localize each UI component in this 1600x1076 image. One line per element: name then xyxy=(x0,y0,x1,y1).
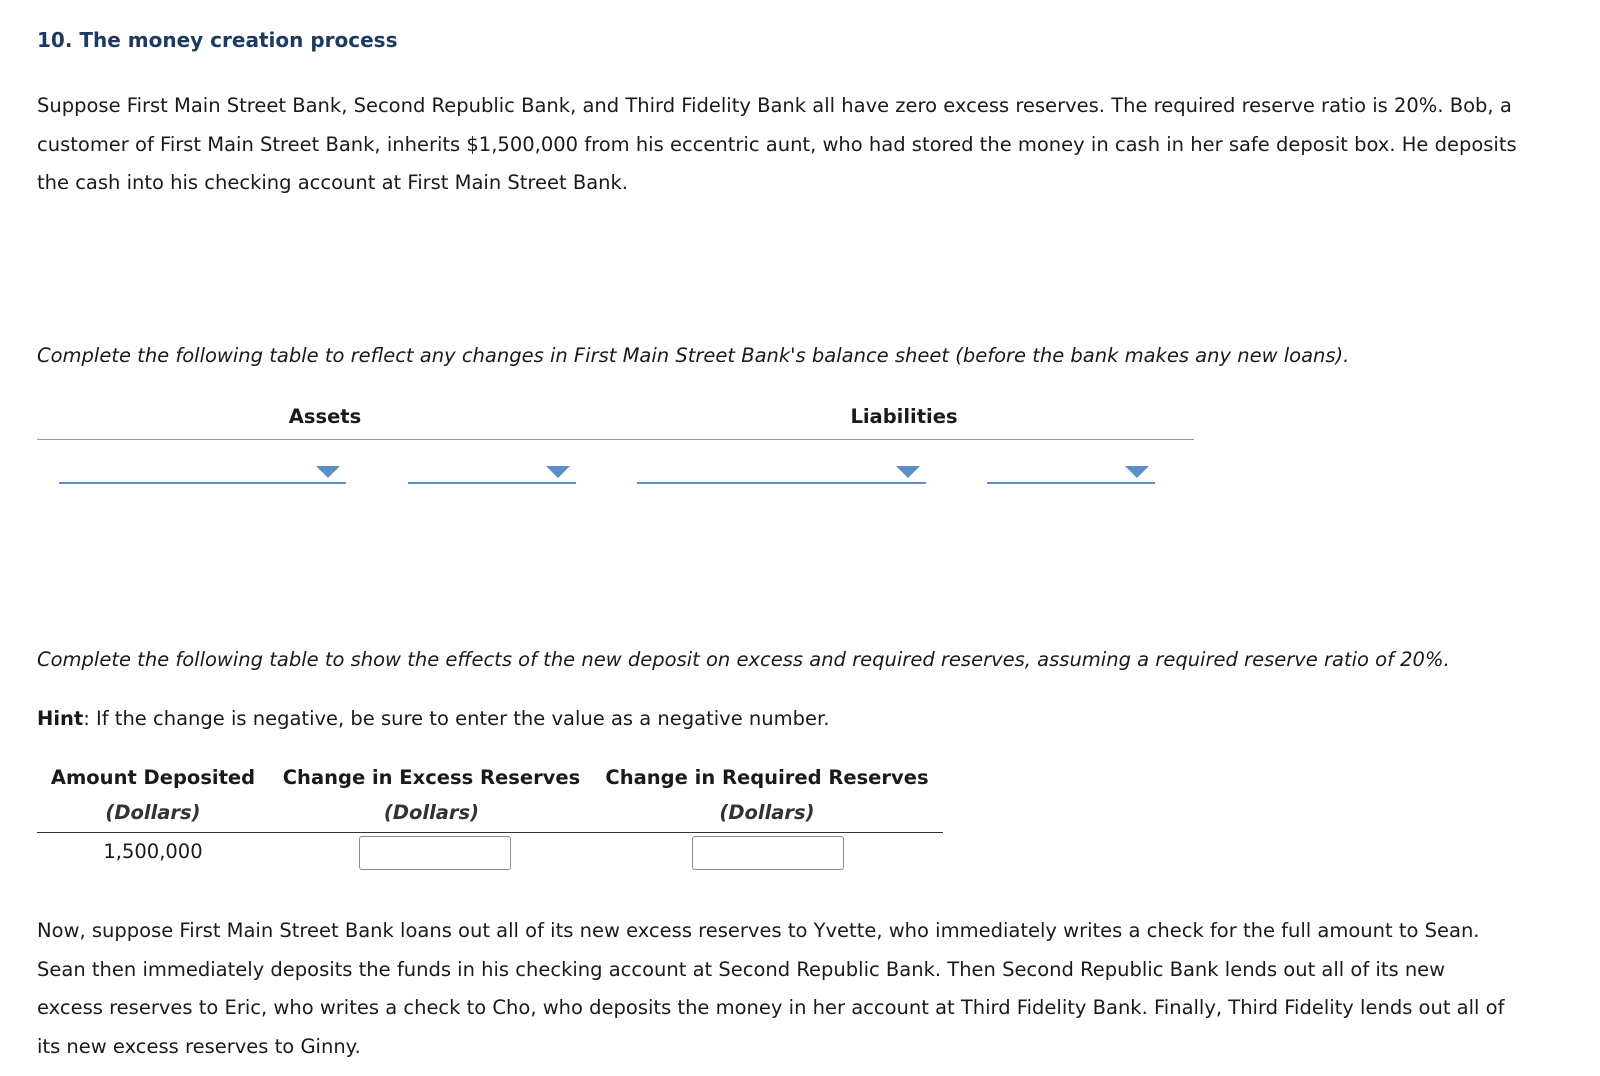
amount-deposited-value: 1,500,000 xyxy=(103,840,203,863)
liabilities-amount-dropdown[interactable] xyxy=(987,460,1155,484)
assets-header: Assets xyxy=(288,405,362,428)
liabilities-header: Liabilities xyxy=(850,405,958,428)
balance-sheet-divider xyxy=(37,439,1194,440)
balance-sheet-instruction: Complete the following table to reflect any changes in First Main Street Bank's balance sheet (before the bank makes any new loans). xyxy=(37,344,1350,367)
excess-reserves-header: Change in Excess Reserves xyxy=(282,766,581,789)
assets-item-dropdown[interactable] xyxy=(59,460,346,484)
chevron-down-icon xyxy=(1125,466,1149,478)
liabilities-item-dropdown[interactable] xyxy=(637,460,926,484)
required-reserves-unit: (Dollars) xyxy=(719,801,815,824)
question-title: 10. The money creation process xyxy=(37,28,398,52)
excess-reserves-input[interactable] xyxy=(359,836,511,870)
reserves-table-divider xyxy=(37,832,943,833)
excess-reserves-unit: (Dollars) xyxy=(383,801,480,824)
hint-label: Hint xyxy=(37,707,84,730)
chevron-down-icon xyxy=(896,466,920,478)
required-reserves-header: Change in Required Reserves xyxy=(605,766,929,789)
hint-line xyxy=(37,707,829,730)
required-reserves-input[interactable] xyxy=(692,836,844,870)
amount-deposited-unit: (Dollars) xyxy=(105,801,201,824)
chevron-down-icon xyxy=(316,466,340,478)
amount-deposited-header: Amount Deposited xyxy=(50,766,256,789)
assets-amount-dropdown[interactable] xyxy=(408,460,576,484)
reserves-instruction: Complete the following table to show the effects of the new deposit on excess and required reserves, assuming a required reserve ratio of 20%. xyxy=(37,648,1450,671)
chevron-down-icon xyxy=(546,466,570,478)
followup-paragraph: Now, suppose First Main Street Bank loans out all of its new excess reserves to Yvette, who immediately writes a check for the full amount to Sean. Sean then immediately deposits the funds in his checking account at Second Republic Bank. Then Second Republic Bank lends out all of its new excess reserves to Eric, who writes a check to Cho, who deposits the money in her account at Third Fidelity Bank. Finally, Third Fidelity lends out all of its new excess reserves to Ginny. xyxy=(37,919,1505,1058)
intro-paragraph: Suppose First Main Street Bank, Second Republic Bank, and Third Fidelity Bank all have zero excess reserves. The required reserve ratio is 20%. Bob, a customer of First Main Street Bank, inherits $1,500,000 from his eccentric aunt, who had stored the money in cash in her safe deposit box. He deposits the cash into his checking account at First Main Street Bank. xyxy=(37,94,1517,194)
hint-text: : If the change is negative, be sure to enter the value as a negative number. xyxy=(83,707,830,730)
